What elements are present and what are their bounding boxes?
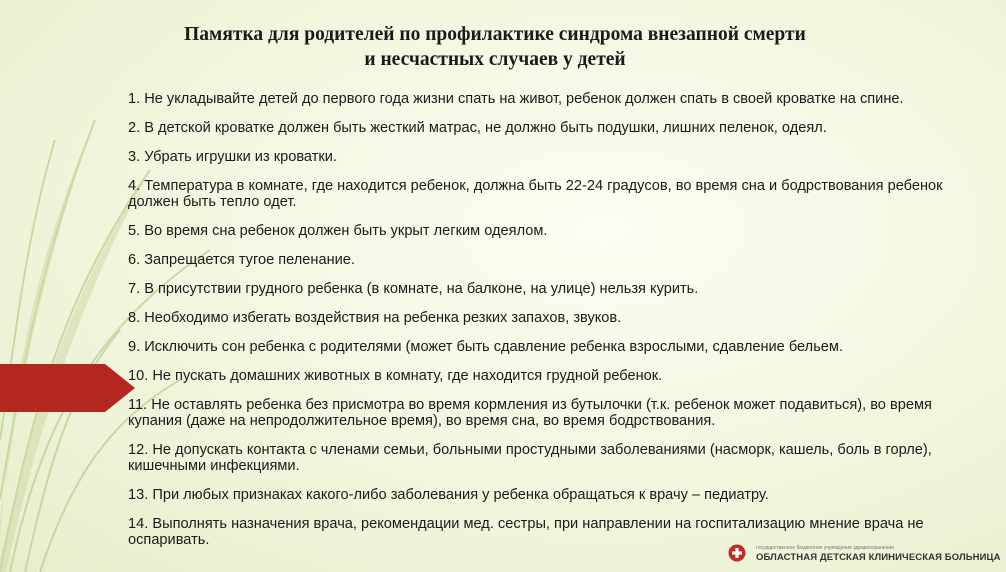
list-item: 10. Не пускать домашних животных в комнату, где находится грудной ребенок.	[128, 368, 663, 384]
list-item: 2. В детской кроватке должен быть жесткий матрас, не должно быть подушки, лишних пеленок, одеял.	[128, 120, 827, 136]
list-item: 9. Исключить сон ребенка с родителями (может быть сдавление ребенка взрослыми, сдавление бельем.	[128, 339, 844, 355]
list-item: 6. Запрещается тугое пеленание.	[128, 252, 355, 268]
medical-cross-icon	[728, 544, 746, 562]
recommendations-list	[128, 91, 973, 561]
list-item: 11. Не оставлять ребенка без присмотра во время кормления из бутылочки (т.к. ребенок может подавиться), во время купания (даже на непродолжительное время), во время сна, во время бодрствования.	[128, 397, 932, 429]
list-item: 14. Выполнять назначения врача, рекомендации мед. сестры, при направлении на госпитализацию мнение врача не оспаривать.	[128, 516, 924, 548]
logo-name: ОБЛАСТНАЯ ДЕТСКАЯ КЛИНИЧЕСКАЯ БОЛЬНИЦА	[756, 552, 1001, 563]
list-item: 12. Не допускать контакта с членами семьи, больными простудными заболеваниями (насморк, кашель, боль в горле), кишечными инфекциями.	[128, 442, 932, 474]
red-arrow-shape	[0, 364, 135, 412]
title-line-1: Памятка для родителей по профилактике синдрома внезапной смерти	[184, 24, 806, 45]
list-item: 8. Необходимо избегать воздействия на ребенка резких запахов, звуков.	[128, 310, 622, 326]
list-item: 4. Температура в комнате, где находится ребенок, должна быть 22-24 градусов, во время сна и бодрствования ребенок должен быть тепло одет.	[128, 178, 943, 210]
hospital-logo	[728, 544, 1001, 566]
list-item: 7. В присутствии грудного ребенка (в комнате, на балконе, на улице) нельзя курить.	[128, 281, 699, 297]
title-line-2: и несчастных случаев у детей	[364, 49, 626, 70]
page-title	[120, 22, 870, 72]
list-item: 1. Не укладывайте детей до первого года жизни спать на живот, ребенок должен спать в своей кроватке на спине.	[128, 91, 904, 107]
list-item: 5. Во время сна ребенок должен быть укрыт легким одеялом.	[128, 223, 548, 239]
logo-subtitle: государственное бюджетное учреждение здравоохранения	[756, 545, 894, 551]
list-item: 13. При любых признаках какого-либо заболевания у ребенка обращаться к врачу – педиатру.	[128, 487, 769, 503]
list-item: 3. Убрать игрушки из кроватки.	[128, 149, 337, 165]
